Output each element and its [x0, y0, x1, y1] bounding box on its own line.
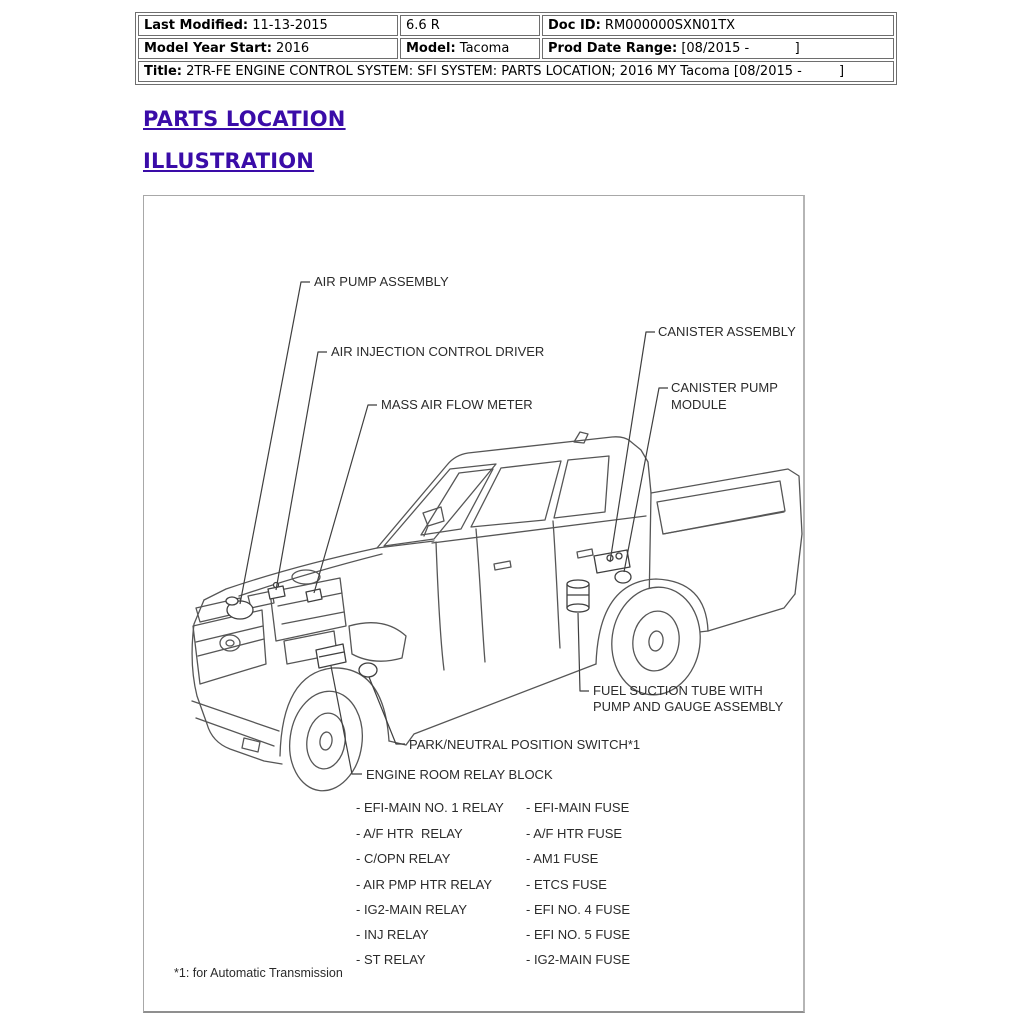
title-value: 2TR-FE ENGINE CONTROL SYSTEM: SFI SYSTEM: PARTS LOCATION; 2016 MY Tacoma [08/2015 - ]: [186, 64, 845, 79]
revision-value: 6.6 R: [406, 18, 440, 33]
fuel-pump-component: [567, 580, 589, 612]
fuse-item: - A/F HTR FUSE: [526, 826, 623, 841]
prod-date-value: [08/2015 - ]: [681, 41, 800, 56]
title-cell: [138, 61, 894, 82]
revision-cell: [400, 15, 540, 36]
heading-illustration[interactable]: ILLUSTRATION: [143, 149, 315, 173]
last-modified-cell: [138, 15, 398, 36]
title-label: Title:: [144, 64, 183, 79]
relay-block-component: [316, 644, 346, 668]
relay-item: - INJ RELAY: [356, 927, 429, 942]
model-year-value: 2016: [276, 41, 310, 56]
fuse-item: - EFI NO. 4 FUSE: [526, 902, 631, 917]
callout-pnp-switch: PARK/NEUTRAL POSITION SWITCH*1: [409, 737, 641, 752]
last-modified-value: 11-13-2015: [252, 18, 328, 33]
meta-row-2: [138, 38, 894, 59]
relay-item: - A/F HTR RELAY: [356, 826, 463, 841]
heading-parts-location[interactable]: PARTS LOCATION: [143, 107, 346, 131]
callout-maf: MASS AIR FLOW METER: [381, 397, 533, 412]
doc-meta-table: [135, 12, 897, 85]
relay-item: - C/OPN RELAY: [356, 851, 451, 866]
model-year-label: Model Year Start:: [144, 41, 272, 56]
fuse-item: - EFI NO. 5 FUSE: [526, 927, 631, 942]
parts-location-figure: [143, 195, 805, 1013]
callout-air-pump: AIR PUMP ASSEMBLY: [314, 274, 449, 289]
prod-date-cell: [542, 38, 894, 59]
callout-relay-block-title: ENGINE ROOM RELAY BLOCK: [366, 767, 553, 782]
leader-fuel-tube: [578, 613, 589, 691]
fuse-item: - ETCS FUSE: [526, 877, 607, 892]
canister-pump-component: [615, 571, 631, 583]
doc-id-value: RM000000SXN01TX: [604, 18, 736, 33]
model-label: Model:: [406, 41, 456, 56]
model-cell: [400, 38, 540, 59]
meta-row-title: [138, 61, 894, 82]
callout-fuel-tube-line2: PUMP AND GAUGE ASSEMBLY: [593, 699, 784, 714]
callout-canister: CANISTER ASSEMBLY: [658, 324, 796, 339]
model-value: Tacoma: [459, 41, 510, 56]
fuse-item: - AM1 FUSE: [526, 851, 599, 866]
figure-footnote: *1: for Automatic Transmission: [174, 966, 343, 980]
leader-canister-pump: [624, 388, 668, 572]
leader-maf: [314, 405, 377, 593]
relay-item: - EFI-MAIN NO. 1 RELAY: [356, 800, 504, 815]
relay-item: - IG2-MAIN RELAY: [356, 902, 468, 917]
pnp-switch-component: [359, 663, 377, 677]
callout-fuel-tube-line1: FUEL SUCTION TUBE WITH: [593, 683, 763, 698]
callout-canister-pump-line2: MODULE: [671, 397, 727, 412]
relay-item: - AIR PMP HTR RELAY: [356, 877, 493, 892]
leader-air-injection: [276, 352, 327, 590]
fuse-item: - IG2-MAIN FUSE: [526, 952, 631, 967]
last-modified-label: Last Modified:: [144, 18, 249, 33]
doc-id-label: Doc ID:: [548, 18, 601, 33]
callout-air-injection: AIR INJECTION CONTROL DRIVER: [331, 344, 545, 359]
model-year-cell: [138, 38, 398, 59]
doc-id-cell: [542, 15, 894, 36]
meta-row-1: [138, 15, 894, 36]
prod-date-label: Prod Date Range:: [548, 41, 678, 56]
leader-air-pump: [240, 282, 310, 604]
callout-canister-pump-line1: CANISTER PUMP: [671, 380, 778, 395]
relay-item: - ST RELAY: [356, 952, 426, 967]
fuse-item: - EFI-MAIN FUSE: [526, 800, 630, 815]
